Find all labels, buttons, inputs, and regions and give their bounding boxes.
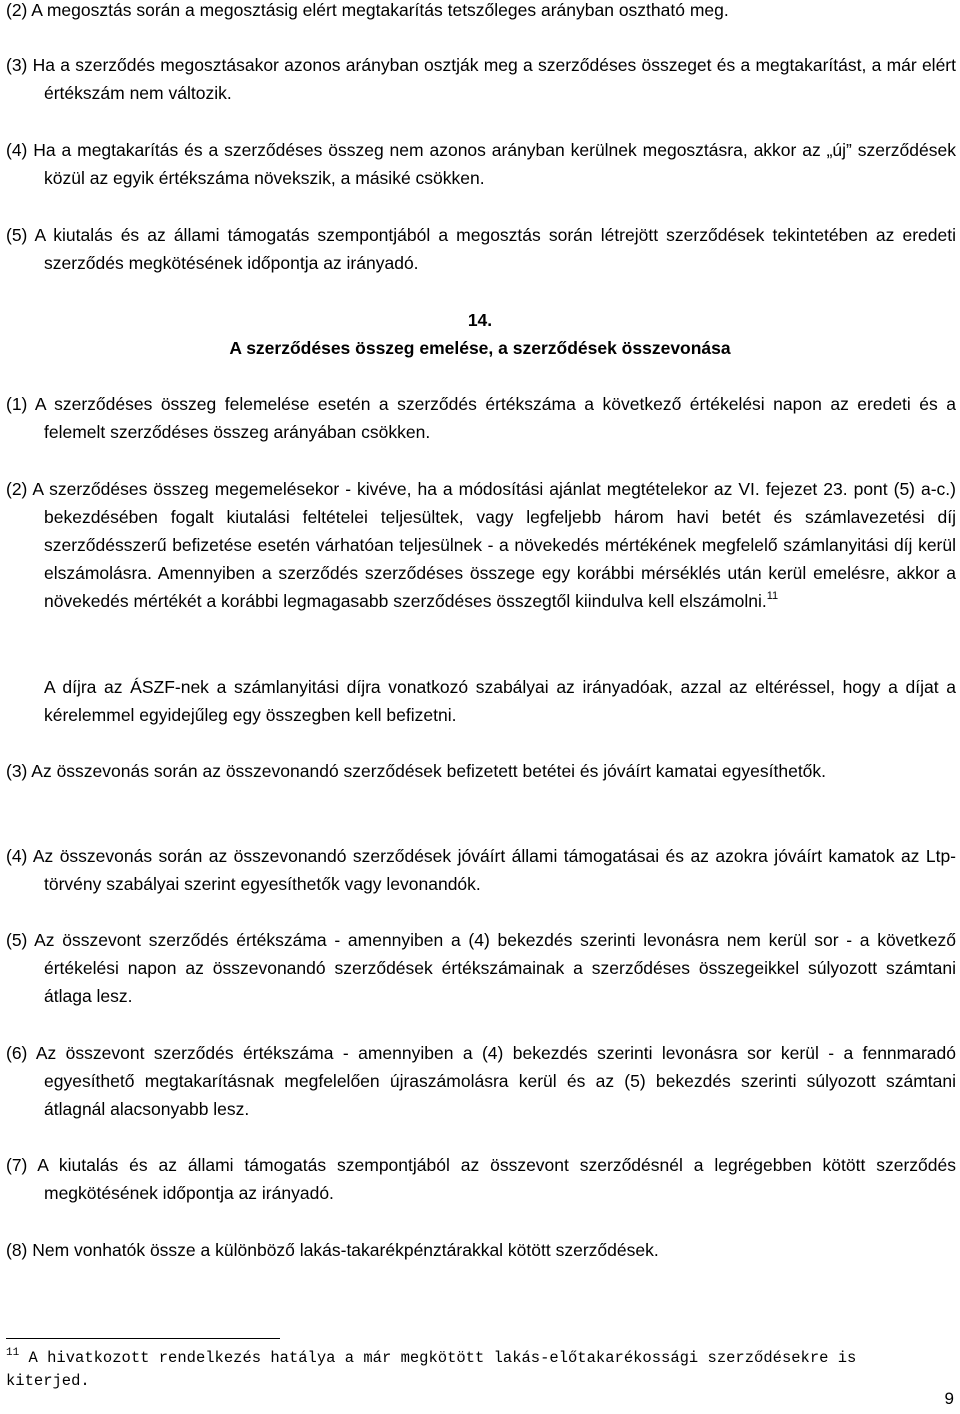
section-title: A szerződéses összeg emelése, a szerződések összevonása xyxy=(229,338,731,358)
paragraph-division-3: (3) Ha a szerződés megosztásakor azonos arányban osztják meg a szerződéses összeget és a megtakarítást, a már elért értékszám nem változik. xyxy=(6,55,956,103)
paragraph-section-2-fee: A díjra az ÁSZF-nek a számlanyitási díjra vonatkozó szabályai az irányadóak, azzal az eltéréssel, hogy a díjat a kérelemmel egyidejűleg egy összegben kell befizetni. xyxy=(44,677,956,725)
paragraph-section-2 xyxy=(6,475,956,615)
footnote-reference[interactable]: 11 xyxy=(766,590,779,602)
paragraph-section-1: (1) A szerződéses összeg felemelése esetén a szerződés értékszáma a következő értékelési napon az eredeti és a felemelt szerződéses összeg arányában csökken. xyxy=(6,394,956,442)
footnote xyxy=(6,1347,926,1393)
paragraph-section-5: (5) Az összevont szerződés értékszáma - amennyiben a (4) bekezdés szerinti levonásra nem kerül sor - a következő értékelési napon az összevonandó szerződések értékszámainak a szerződéses összegeikkel súlyozott számtani átlaga lesz. xyxy=(6,930,956,1006)
paragraph-section-4: (4) Az összevonás során az összevonandó szerződések jóváírt állami támogatásai és az azokra jóváírt kamatok az Ltp-törvény szabályai szerint egyesíthetők vagy levonandók. xyxy=(6,846,956,894)
footnote-number: 11 xyxy=(6,1347,20,1359)
paragraph-section-3: (3) Az összevonás során az összevonandó szerződések befizetett betétei és jóváírt kamatai egyesíthetők. xyxy=(6,761,827,781)
footnote-text: A hivatkozott rendelkezés hatálya a már megkötött lakás-előtakarékossági szerződésekre is kiterjed. xyxy=(6,1349,857,1390)
paragraph-division-4: (4) Ha a megtakarítás és a szerződéses összeg nem azonos arányban kerülnek megosztásra, akkor az „új” szerződések közül az egyik értékszáma növekszik, a másiké csökken. xyxy=(6,140,956,188)
paragraph-division-2: (2) A megosztás során a megosztásig elért megtakarítás tetszőleges arányban osztható meg. xyxy=(6,0,729,20)
page-number: 9 xyxy=(944,1389,954,1408)
footnote-separator xyxy=(6,1338,280,1339)
paragraph-division-5: (5) A kiutalás és az állami támogatás szempontjából a megosztás során létrejött szerződések tekintetében az eredeti szerződés megkötésének időpontja az irányadó. xyxy=(6,225,956,273)
paragraph-section-2-text: (2) A szerződéses összeg megemelésekor - kivéve, ha a módosítási ajánlat megtételekor az VI. fejezet 23. pont (5) a-c.) bekezdésében fogalt kiutalási feltételei teljesültek, vagy legfeljebb három havi betét és számlavezetési díj szerződésszerű befizetése esetén várhatóan teljesülnek - a növekedés mértékének megfelelő számlanyitási díj kerül elszámolásra. Amennyiben a szerződés szerződéses összege egy korábbi mérséklés után kerül emelésre, akkor a növekedés mértékét a korábbi legmagasabb szerződéses összegtől kiindulva kell elszámolni. xyxy=(6,479,956,611)
paragraph-section-7: (7) A kiutalás és az állami támogatás szempontjából az összevont szerződésnél a legrégebben kötött szerződés megkötésének időpontja az irányadó. xyxy=(6,1155,956,1203)
paragraph-section-6: (6) Az összevont szerződés értékszáma - amennyiben a (4) bekezdés szerinti levonásra sor kerül - a fennmaradó egyesíthető megtakarításnak megfelelően újraszámolásra kerül és az (5) bekezdés szerinti súlyozott számtani átlagnál alacsonyabb lesz. xyxy=(6,1043,956,1119)
paragraph-section-8: (8) Nem vonhatók össze a különböző lakás-takarékpénztárakkal kötött szerződések. xyxy=(6,1240,659,1260)
section-number: 14. xyxy=(467,310,493,330)
